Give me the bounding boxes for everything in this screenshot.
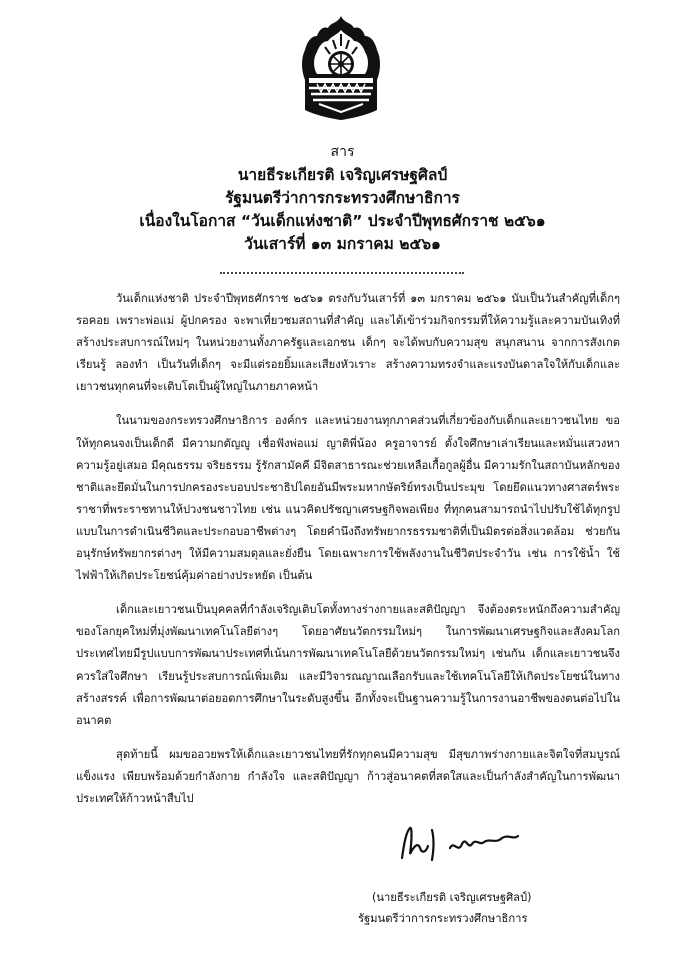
sender-name: นายธีระเกียรติ เจริญเศรษฐศิลป์	[237, 166, 448, 184]
paragraph: เด็กและเยาวชนเป็นบุคคลที่กำลังเจริญเติบโตทั้งทางร่างกายและสติปัญญา จึงต้องตระหนักถึงความสำคัญของโลกยุคใหม่ที่มุ่งพัฒนาเทคโนโลยีต่างๆ โดยอาศัยนวัตกรรมใหม่ๆ ในการพัฒนาเศรษฐกิจและสังคมโลก ประเทศไทยมีรูปแบบการพัฒนาประเทศที่เน้นการพัฒนาเทคโนโลยีด้วยนวัตกรรมใหม่ๆ เช่นกัน เด็กและเยาวชนจึงควรใส่ใจศึกษา เรียนรู้ประสบการณ์เพิ่มเติม และมีวิจารณญาณเลือกรับและใช้เทคโนโลยีให้เกิดประโยชน์ในทางสร้างสรรค์ เพื่อการพัฒนาต่อยอดการศึกษาในระดับสูงขึ้น อีกทั้งจะเป็นฐานความรู้ในการงานอาชีพของตนต่อไปในอนาคต	[76, 603, 620, 727]
message-body	[76, 288, 620, 822]
paragraph: วันเด็กแห่งชาติ ประจำปีพุทธศักราช ๒๕๖๑ ตรงกับวันเสาร์ที่ ๑๓ มกราคม ๒๕๖๑ นับเป็นวันสำคัญที่เด็กๆ รอคอย เพราะพ่อแม่ ผู้ปกครอง จะพาเที่ยวชมสถานที่สำคัญ และได้เข้าร่วมกิจกรรมที่ให้ความรู้และความบันเทิงที่สร้างประสบการณ์ใหม่ๆ ในหน่วยงานทั้งภาครัฐและเอกชน เด็กๆ จะได้พบกับความสุข สนุกสนาน จากการสังเกต เรียนรู้ ลองทำ เป็นวันที่เด็กๆ จะมีแต่รอยยิ้มและเสียงหัวเราะ สร้างความทรงจำและแรงบันดาลใจให้กับเด็กและเยาวชนทุกคนที่จะเติบโตเป็นผู้ใหญ่ในภายภาคหน้า	[76, 292, 620, 394]
paragraph: ในนามของกระทรวงศึกษาธิการ องค์กร และหน่วยงานทุกภาคส่วนที่เกี่ยวข้องกับเด็กและเยาวชนไทย ขอให้ทุกคนจงเป็นเด็กดี มีความกตัญญู เชื่อฟังพ่อแม่ ญาติพี่น้อง ครูอาจารย์ ตั้งใจศึกษาเล่าเรียนและหมั่นแสวงหาความรู้อยู่เสมอ มีคุณธรรม จริยธรรม รู้รักสามัคคี มีจิตสาธารณะช่วยเหลือเกื้อกูลผู้อื่น มีความรักในสถาบันหลักของชาติและยึดมั่นในการปกครองระบอบประชาธิปไตยอันมีพระมหากษัตริย์ทรงเป็นประมุข โดยยึดแนวทางศาสตร์พระราชาที่พระราชทานให้ปวงชนชาวไทย เช่น แนวคิดปรัชญาเศรษฐกิจพอเพียง ที่ทุกคนสามารถนำไปปรับใช้ได้ทุกรูปแบบในการดำเนินชีวิตและประกอบอาชีพต่างๆ โดยคำนึงถึงทรัพยากรธรรมชาติที่เป็นมิตรต่อสิ่งแวดล้อม ช่วยกันอนุรักษ์ทรัพยากรต่างๆ ให้มีความสมดุลและยั่งยืน โดยเฉพาะการใช้พลังงานในชีวิตประจำวัน เช่น การใช้น้ำ ใช้ไฟฟ้าให้เกิดประโยชน์คุ้มค่าอย่างประหยัด เป็นต้น	[76, 414, 620, 583]
document-header	[0, 141, 685, 256]
paragraph: สุดท้ายนี้ ผมขออวยพรให้เด็กและเยาวชนไทยที่รักทุกคนมีความสุข มีสุขภาพร่างกายและจิตใจที่สมบูรณ์แข็งแรง เพียบพร้อมด้วยกำลังกาย กำลังใจ และสติปัญญา ก้าวสู่อนาคตที่สดใสและเป็นกำลังสำคัญในการพัฒนาประเทศให้ก้าวหน้าสืบไป	[76, 747, 620, 805]
handwritten-signature-icon	[396, 818, 528, 866]
sender-position: รัฐมนตรีว่าการกระทรวงศึกษาธิการ	[225, 189, 460, 207]
occasion-line: เนื่องในโอกาส “วันเด็กแห่งชาติ” ประจำปีพุทธศักราช ๒๕๖๑	[139, 212, 546, 230]
signatory-name: (นายธีระเกียรติ เจริญเศรษฐศิลป์)	[372, 891, 532, 904]
date-line: วันเสาร์ที่ ๑๓ มกราคม ๒๕๖๑	[244, 235, 441, 253]
signatory-position: รัฐมนตรีว่าการกระทรวงศึกษาธิการ	[358, 912, 528, 925]
document-title: สาร	[330, 144, 355, 160]
dotted-divider	[220, 272, 464, 274]
ministry-of-education-emblem-icon	[299, 14, 383, 124]
